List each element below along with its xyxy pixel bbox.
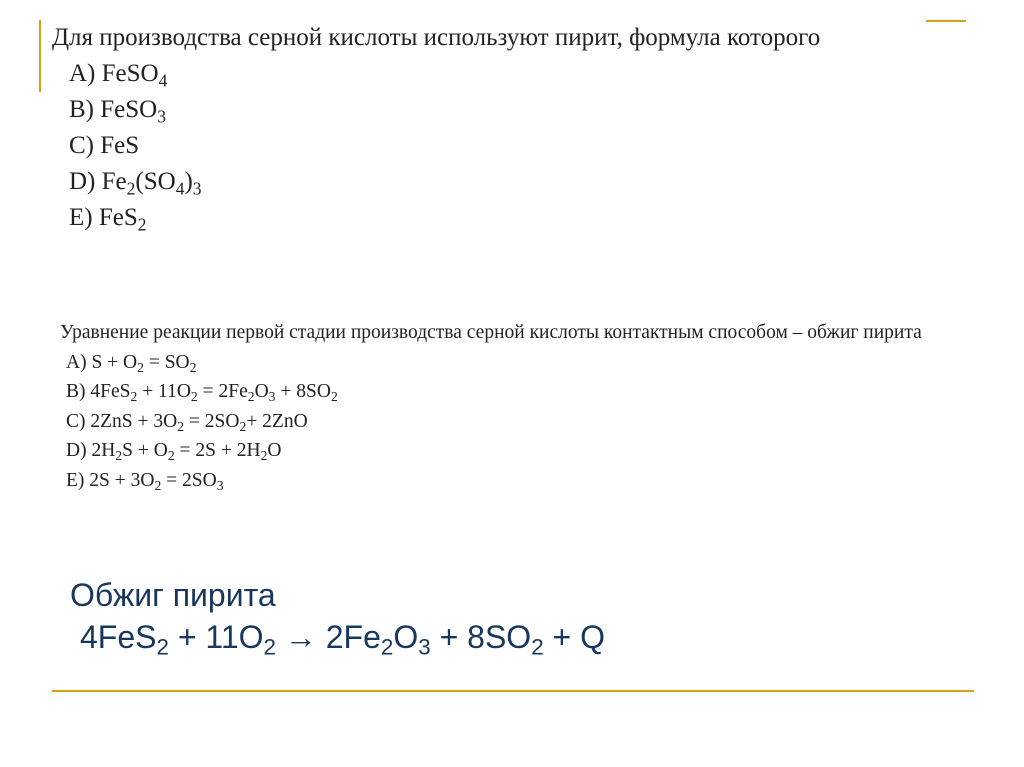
formula-text: FeSO xyxy=(100,96,158,123)
answer-equation xyxy=(70,616,605,658)
formula-text: + 8SO xyxy=(275,381,331,402)
formula-subscript: 3 xyxy=(418,634,431,660)
formula-text: FeSO xyxy=(101,60,159,87)
formula xyxy=(100,96,166,127)
formula-text: = 2S + 2H xyxy=(174,440,261,461)
answer-title: Обжиг пирита xyxy=(70,577,276,613)
formula xyxy=(101,60,168,91)
formula-text: + Q xyxy=(543,619,605,655)
formula-text: ) xyxy=(184,168,193,195)
answer-block xyxy=(70,574,605,658)
option-b: B) FeSO$_3$ xyxy=(69,96,166,127)
formula-text: 4FeS xyxy=(90,381,131,402)
formula-text: S + O xyxy=(122,440,168,461)
option-b: B) $4FeS_2 + 11O_2 = 2Fe_2O_3 + 8SO_2$ xyxy=(66,381,338,405)
formula-text: S + O xyxy=(91,351,138,373)
formula-subscript: 2 xyxy=(260,448,268,464)
formula-subscript: 2 xyxy=(190,389,198,405)
formula-text: Fe xyxy=(101,168,127,195)
formula-subscript: 3 xyxy=(216,477,224,493)
formula-text: + 11O xyxy=(137,381,191,402)
formula-text: 2H xyxy=(91,440,116,461)
formula-text: 2ZnS + 3O xyxy=(90,410,178,432)
formula-subscript: 2 xyxy=(177,418,185,434)
option-e: E) FeS$_2$ xyxy=(69,204,147,235)
option-a: A) $S + O_2 = SO_2$ xyxy=(66,351,197,375)
formula xyxy=(91,440,282,464)
formula xyxy=(101,168,202,199)
question-1-options xyxy=(52,56,932,236)
formula-subscript: 2 xyxy=(126,178,136,199)
accent-line-left xyxy=(39,20,41,92)
formula-text: 2S + 3O xyxy=(89,469,155,491)
formula-subscript: 3 xyxy=(157,106,166,127)
formula-subscript: 2 xyxy=(330,389,338,405)
question-2 xyxy=(60,318,1010,495)
formula-subscript: 2 xyxy=(263,634,276,660)
formula-text: = SO xyxy=(143,351,190,373)
formula-subscript: 2 xyxy=(115,448,123,464)
question-2-options xyxy=(60,348,1010,496)
formula-subscript: 2 xyxy=(380,634,394,660)
accent-line-top xyxy=(926,20,966,22)
formula-subscript: 2 xyxy=(189,359,197,375)
formula-subscript: 2 xyxy=(154,477,162,493)
formula-text: = 2SO xyxy=(184,410,240,432)
formula-subscript: 4 xyxy=(158,70,168,91)
formula-text: + 11O xyxy=(168,619,264,655)
formula-subscript: 2 xyxy=(167,448,175,464)
formula-text: + 8SO xyxy=(430,619,532,655)
question-1-stem: Для производства серной кислоты используют пирит, формула которого xyxy=(52,24,821,51)
option-e: E) $2S + 3O_2 = 2SO_3$ xyxy=(66,469,224,493)
formula-text: (SO xyxy=(135,168,176,195)
option-a: A) FeSO$_4$ xyxy=(69,60,168,91)
formula-subscript: 2 xyxy=(239,418,247,434)
option-d: D) $2H_2S + O_2 = 2S + 2H_2O$ xyxy=(66,440,282,464)
formula-subscript: 2 xyxy=(247,389,255,405)
formula-subscript: 2 xyxy=(130,389,138,405)
formula-subscript: 3 xyxy=(192,178,202,199)
formula-subscript: 3 xyxy=(268,389,276,405)
formula xyxy=(100,132,139,159)
question-1 xyxy=(52,20,932,236)
formula-subscript: 2 xyxy=(137,359,144,375)
option-c: C) $2ZnS + 3O_2 = 2SO_2+ 2ZnO$ xyxy=(66,410,308,434)
formula-text: O xyxy=(393,619,419,655)
option-d: D) $Fe_2(SO_4)_3$ xyxy=(69,168,202,199)
formula-text: = 2Fe xyxy=(197,381,248,402)
formula-text: O xyxy=(267,440,282,461)
formula-text: 4FeS xyxy=(80,619,157,655)
formula-text: + 2ZnO xyxy=(246,410,308,432)
question-2-stem: Уравнение реакции первой стадии производства серной кислоты контактным способом – обжиг пирита xyxy=(60,322,922,343)
accent-line-bottom xyxy=(52,690,974,692)
option-c: C) FeS xyxy=(69,132,140,159)
formula-text: FeS xyxy=(100,132,140,159)
formula xyxy=(91,352,196,373)
formula-text: FeS xyxy=(98,204,138,231)
formula xyxy=(98,204,147,235)
formula-subscript: 2 xyxy=(531,634,544,660)
formula xyxy=(90,411,307,432)
formula-text: = 2SO xyxy=(161,469,217,491)
formula xyxy=(90,381,338,405)
formula-subscript: 2 xyxy=(137,214,147,235)
formula-subscript: 2 xyxy=(156,634,169,660)
formula-text: O xyxy=(254,381,269,402)
formula-subscript: 4 xyxy=(175,178,185,199)
formula xyxy=(89,470,223,491)
formula-text: → 2Fe xyxy=(275,619,381,655)
